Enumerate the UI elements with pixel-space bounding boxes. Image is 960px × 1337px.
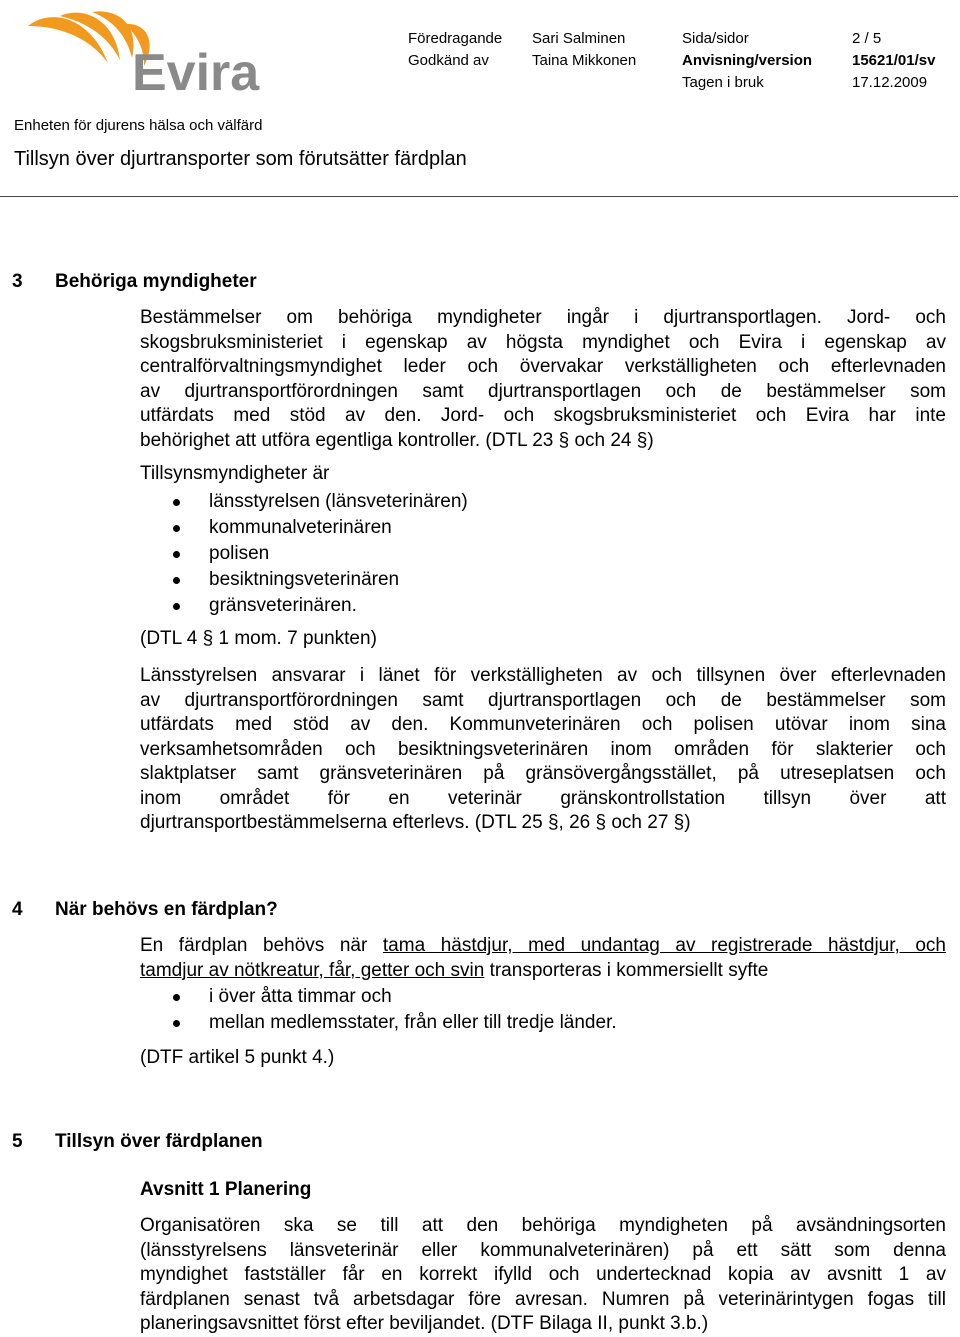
header-divider bbox=[0, 196, 958, 197]
legal-reference: (DTF artikel 5 punkt 4.) bbox=[140, 1047, 335, 1068]
paragraph-line: inom området för en veterinär gränskontrollstation tillsyn över att bbox=[140, 787, 946, 809]
paragraph-line: verksamhetsområden och besiktningsveterinären inom områden för slakterier och bbox=[140, 738, 946, 760]
paragraph-line: slaktplatser samt gränsveterinären på gränsövergångsstället, på utreseplatsen och bbox=[140, 763, 946, 784]
paragraph-line: myndighet fastställer får en korrekt ifylld och undertecknad kopia av avsnitt 1 av bbox=[140, 1264, 946, 1285]
authorities-list bbox=[140, 489, 946, 619]
paragraph-line: tamdjur av nötkreatur, får, getter och svin transporteras i kommersiellt syfte bbox=[140, 959, 769, 981]
document-title: Tillsyn över djurtransporter som förutsätter färdplan bbox=[14, 148, 467, 170]
paragraph-line: Bestämmelser om behöriga myndigheter ingår i djurtransportlagen. Jord- och bbox=[140, 307, 946, 328]
list-item: polisen bbox=[140, 541, 946, 567]
authorities-intro: Tillsynsmyndigheter är bbox=[140, 463, 330, 484]
section-5-heading: 5 Tillsyn över färdplanen bbox=[12, 1131, 263, 1152]
section-4-body bbox=[140, 934, 946, 1071]
paragraph-line: centralförvaltningsmyndighet leder och övervakar verkställigheten och efterlevnaden bbox=[140, 356, 946, 377]
paragraph-line: planeringsavsnittet först efter beviljandet. (DTF Bilaga II, punkt 3.b.) bbox=[140, 1313, 709, 1334]
presenter-name: Sari Salminen bbox=[532, 30, 626, 47]
page-label: Sida/sidor bbox=[682, 30, 749, 47]
evira-logo bbox=[20, 8, 280, 98]
effective-date: 17.12.2009 bbox=[852, 74, 928, 91]
paragraph-line: behörighet att utföra egentliga kontroller. (DTL 23 § och 24 §) bbox=[140, 429, 654, 451]
list-item: gränsveterinären. bbox=[140, 593, 946, 619]
section-5-body bbox=[140, 1214, 946, 1337]
list-item: kommunalveterinären bbox=[140, 515, 946, 541]
list-item: länsstyrelsen (länsveterinären) bbox=[140, 489, 946, 515]
header-meta bbox=[408, 28, 960, 94]
logo-text: Evira bbox=[132, 44, 260, 98]
section-4-heading: 4 När behövs en färdplan? bbox=[12, 899, 278, 920]
paragraph-line: av djurtransportförordningen samt djurtransportlagen och de bestämmelser som bbox=[140, 689, 946, 711]
version-label: Anvisning/version bbox=[682, 52, 813, 69]
version-value: 15621/01/sv bbox=[852, 52, 936, 69]
paragraph-line: utfärdats med stöd av den. Jord- och skogsbruksministeriet och Evira har inte bbox=[140, 405, 946, 426]
paragraph-line: skogsbruksministeriet i egenskap av högsta myndighet och Evira i egenskap av bbox=[140, 331, 946, 353]
paragraph-line: Länsstyrelsen ansvarar i länet för verkställigheten av och tillsynen över efterlevnaden bbox=[140, 665, 946, 686]
paragraph-line: (länsstyrelsens länsveterinär eller kommunalveterinären) på ett sätt som denna bbox=[140, 1239, 946, 1261]
list-item: i över åtta timmar och bbox=[140, 984, 946, 1010]
section-3-body bbox=[140, 306, 946, 836]
legal-reference: (DTL 4 § 1 mom. 7 punkten) bbox=[140, 627, 377, 649]
paragraph-line: av djurtransportförordningen samt djurtransportlagen och de bestämmelser som bbox=[140, 380, 946, 402]
paragraph-line: Organisatören ska se till att den behöriga myndigheten på avsändningsorten bbox=[140, 1215, 946, 1236]
unit-name: Enheten för djurens hälsa och välfärd bbox=[14, 117, 263, 134]
paragraph-line: En färdplan behövs när tama hästdjur, med undantag av registrerade hästdjur, och bbox=[140, 935, 947, 956]
approved-name: Taina Mikkonen bbox=[532, 52, 637, 69]
approved-label: Godkänd av bbox=[408, 52, 489, 69]
paragraph-line: djurtransportbestämmelserna efterlevs. (DTL 25 §, 26 § och 27 §) bbox=[140, 812, 691, 833]
effective-label: Tagen i bruk bbox=[682, 74, 764, 91]
paragraph-line: färdplanen senast två arbetsdagar före avresan. Numren på veterinärintygen fogas till bbox=[140, 1288, 946, 1310]
list-item: besiktningsveterinären bbox=[140, 567, 946, 593]
page-number: 2 / 5 bbox=[852, 30, 882, 47]
paragraph-line: utfärdats med stöd av den. Kommunveterinären och polisen utövar inom sina bbox=[140, 714, 946, 735]
section-3-heading: 3 Behöriga myndigheter bbox=[12, 271, 257, 292]
subsection-heading: Avsnitt 1 Planering bbox=[140, 1179, 312, 1200]
presenter-label: Föredragande bbox=[408, 30, 503, 47]
list-item: mellan medlemsstater, från eller till tredje länder. bbox=[140, 1010, 946, 1036]
conditions-list bbox=[140, 984, 946, 1036]
